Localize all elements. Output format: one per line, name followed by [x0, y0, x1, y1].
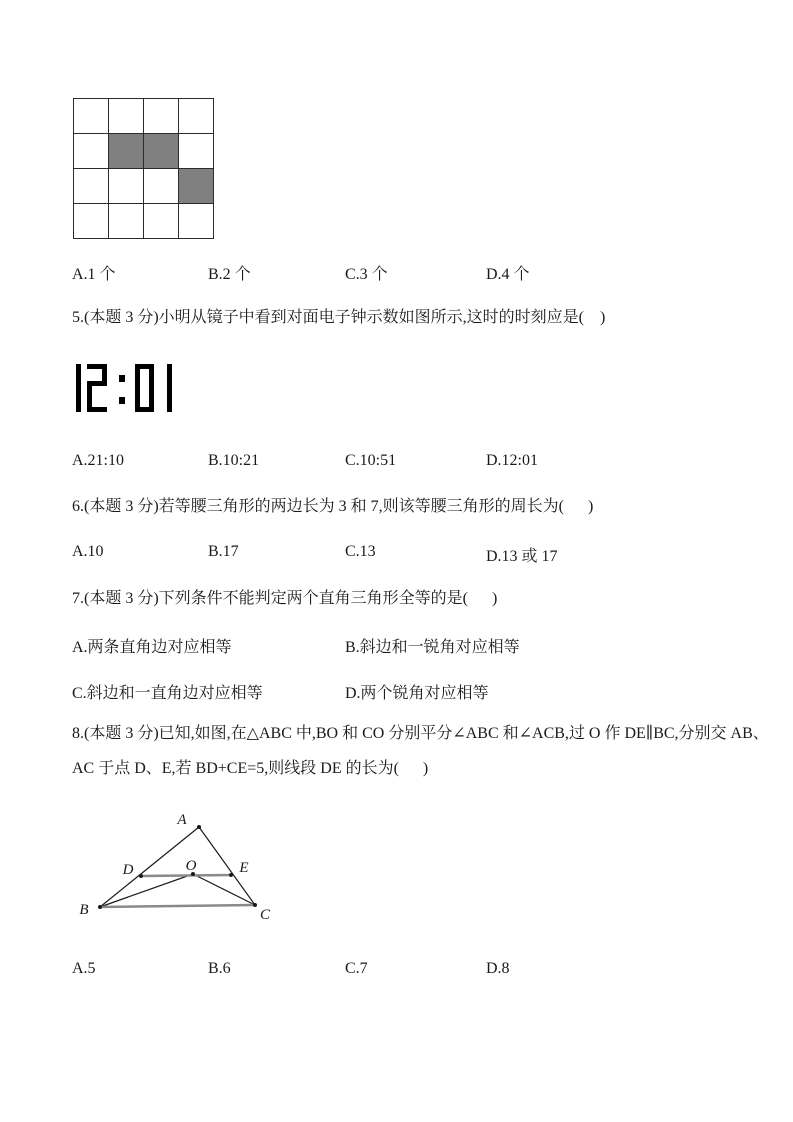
- q4-option-d: D.4 个: [486, 266, 530, 283]
- q6-options-row: [0, 543, 793, 563]
- grid-cell: [144, 204, 179, 239]
- q7-option-b: B.斜边和一锐角对应相等: [345, 639, 520, 656]
- grid-cell: [179, 204, 214, 239]
- segment-oc: [193, 874, 255, 905]
- q6-option-b: B.17: [208, 543, 239, 560]
- question-8-line-2: AC 于点 D、E,若 BD+CE=5,则线段 DE 的长为( ): [72, 760, 429, 777]
- grid-cell: [109, 134, 144, 169]
- q6-option-c: C.13: [345, 543, 376, 560]
- question-6-text: 6.(本题 3 分)若等腰三角形的两边长为 3 和 7,则该等腰三角形的周长为( ): [72, 498, 594, 515]
- q8-option-a: A.5: [72, 960, 96, 977]
- grid-cell: [144, 99, 179, 134]
- label-o: O: [185, 858, 197, 874]
- label-e: E: [239, 860, 249, 876]
- clock-segment: [135, 364, 154, 369]
- q5-option-a: A.21:10: [72, 452, 124, 469]
- q4-option-b: B.2 个: [208, 266, 251, 283]
- q4-option-c: C.3 个: [345, 266, 388, 283]
- grid-cell: [74, 169, 109, 204]
- grid-cell: [74, 134, 109, 169]
- q7-option-d: D.两个锐角对应相等: [345, 685, 489, 702]
- grid-cell: [109, 169, 144, 204]
- label-c: C: [259, 907, 271, 923]
- grid-cell: [179, 169, 214, 204]
- q5-options-row: [0, 452, 793, 472]
- grid-cell: [109, 204, 144, 239]
- q8-option-c: C.7: [345, 960, 368, 977]
- grid-cell: [179, 99, 214, 134]
- clock-segment: [149, 364, 154, 412]
- q8-option-d: D.8: [486, 960, 510, 977]
- q4-option-a: A.1 个: [72, 266, 116, 283]
- grid-cell: [109, 99, 144, 134]
- clock-segment: [167, 364, 172, 412]
- segment-bc: [100, 905, 255, 907]
- segment-de: [141, 875, 231, 876]
- q7-options-row-2: [0, 680, 793, 700]
- question-5-text: 5.(本题 3 分)小明从镜子中看到对面电子钟示数如图所示,这时的时刻应是( ): [72, 309, 606, 326]
- q6-option-d: D.13 或 17: [486, 548, 558, 565]
- point-b: [98, 905, 102, 909]
- label-d: D: [122, 862, 134, 878]
- grid-cell: [74, 204, 109, 239]
- q4-options-row: [0, 261, 793, 281]
- point-c: [253, 903, 257, 907]
- grid-cell: [74, 99, 109, 134]
- q5-option-b: B.10:21: [208, 452, 260, 469]
- label-a: A: [177, 812, 187, 828]
- q5-option-d: D.12:01: [486, 452, 538, 469]
- point-a: [197, 825, 201, 829]
- q6-option-a: A.10: [72, 543, 104, 560]
- q7-option-c: C.斜边和一直角边对应相等: [72, 685, 263, 702]
- q7-options-row-1: [0, 634, 793, 654]
- segment-ab: [100, 827, 199, 907]
- triangle-figure: [70, 800, 300, 940]
- grid-figure: [73, 98, 214, 239]
- q5-option-c: C.10:51: [345, 452, 397, 469]
- clock-segment: [76, 364, 81, 412]
- grid-cell: [179, 134, 214, 169]
- grid-cell: [144, 134, 179, 169]
- point-e: [229, 873, 233, 877]
- clock-segment: [135, 407, 154, 412]
- clock-segment: [87, 407, 107, 412]
- q8-options-row: [0, 960, 793, 980]
- clock-colon-dot: [119, 375, 125, 382]
- question-7-text: 7.(本题 3 分)下列条件不能判定两个直角三角形全等的是( ): [72, 590, 498, 607]
- clock-colon-dot: [119, 397, 125, 404]
- clock-segment: [135, 364, 140, 412]
- question-8-line-1: 8.(本题 3 分)已知,如图,在△ABC 中,BO 和 CO 分别平分∠ABC 和∠ACB,过 O 作 DE∥BC,分别交 AB、: [72, 725, 769, 742]
- grid-cell: [144, 169, 179, 204]
- point-d: [139, 874, 143, 878]
- q8-option-b: B.6: [208, 960, 231, 977]
- segment-bo: [100, 874, 193, 907]
- q7-option-a: A.两条直角边对应相等: [72, 639, 232, 656]
- digital-clock-figure: [75, 363, 175, 415]
- label-b: B: [79, 902, 89, 918]
